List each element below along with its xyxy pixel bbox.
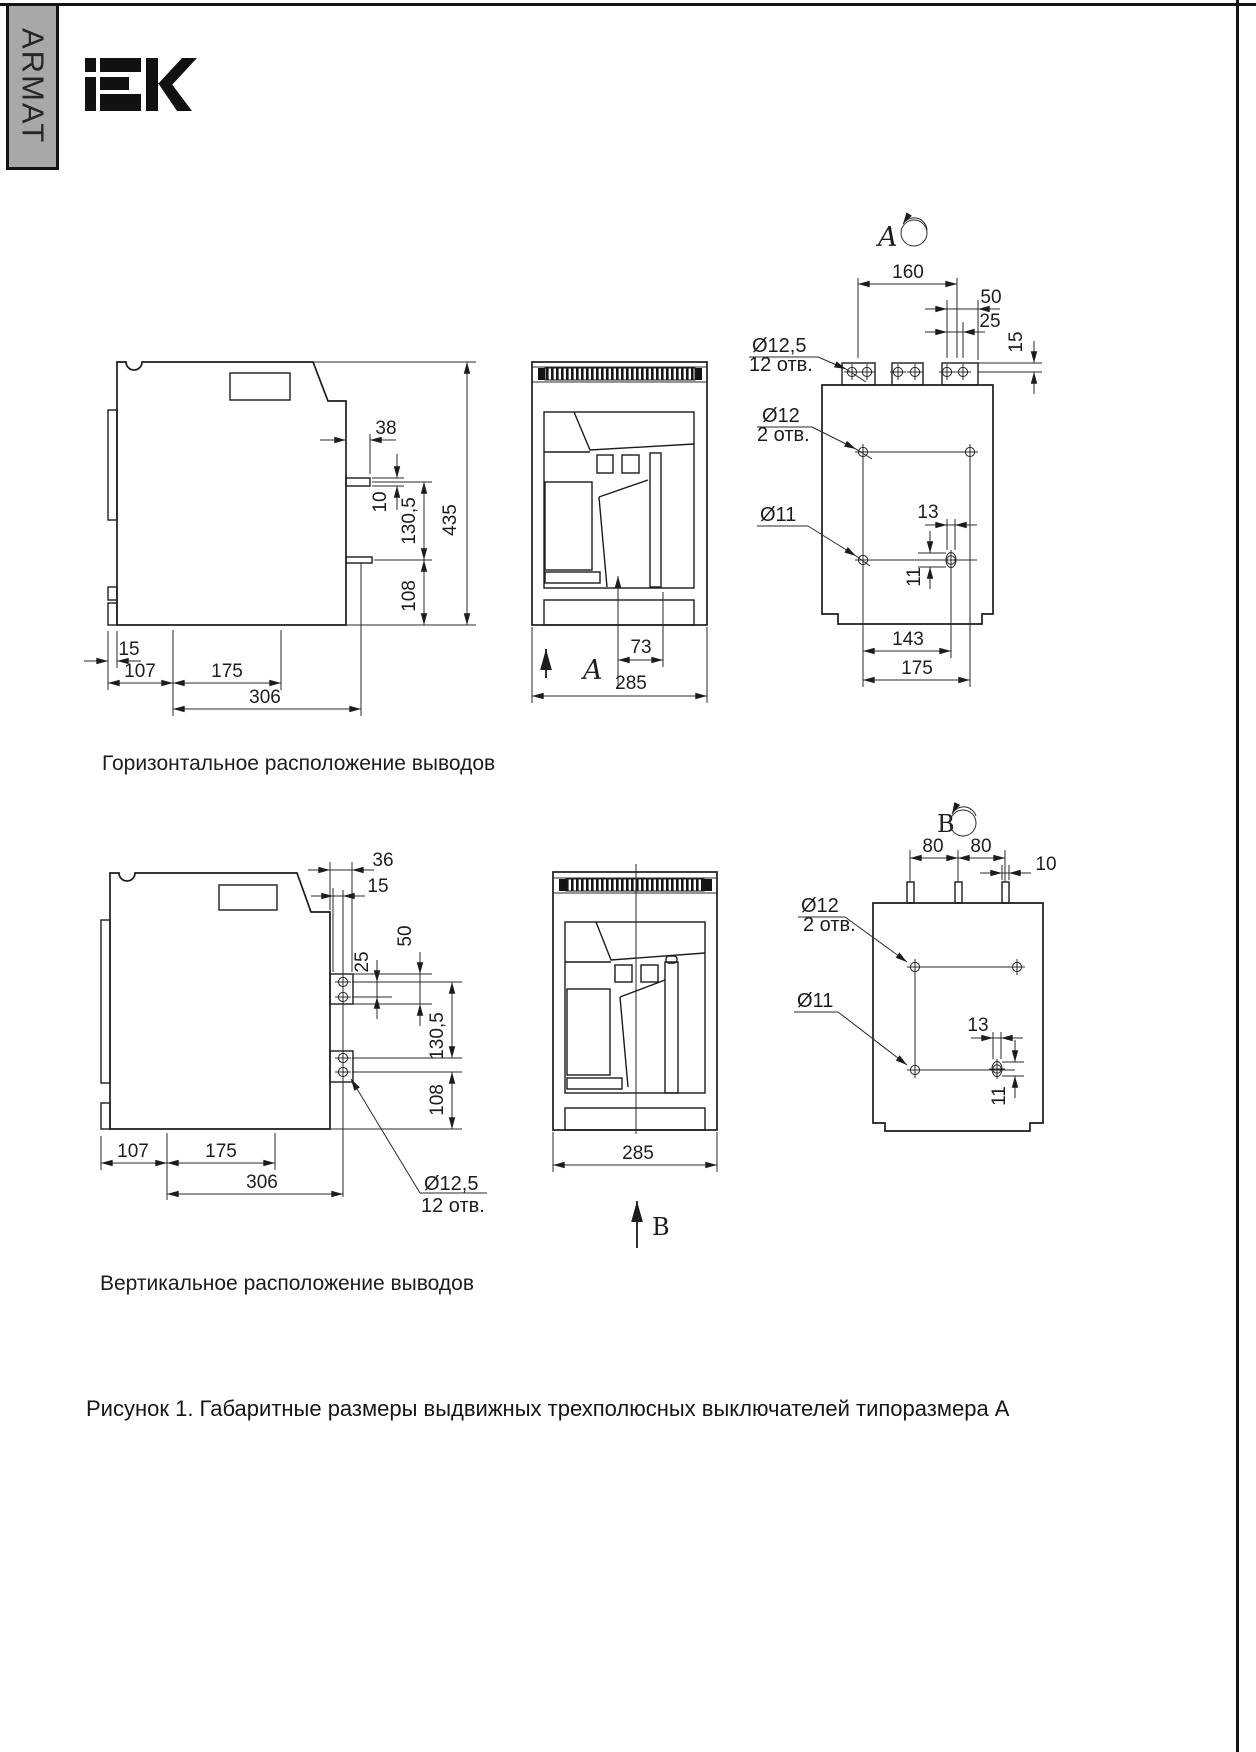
- dim-10-vrear: 10: [1035, 854, 1057, 875]
- brand-tab-label: ARMAT: [15, 28, 51, 145]
- view-horizontal-side: [84, 362, 476, 716]
- dim-15-vert: 15: [1006, 331, 1027, 353]
- dim-143: 143: [892, 629, 924, 650]
- dim-285-vfront: 285: [622, 1143, 654, 1164]
- label-d12-count-vrear: 2 отв.: [803, 914, 856, 936]
- dim-25: 25: [979, 311, 1001, 332]
- dim-73: 73: [630, 637, 652, 658]
- dim-10: 10: [370, 491, 391, 513]
- view-b-label: B: [937, 810, 955, 838]
- label-d12: Ø12: [762, 405, 800, 427]
- dim-15: 15: [118, 639, 140, 660]
- label-d12-vrear: Ø12: [801, 895, 839, 917]
- view-vertical-rear: [794, 807, 1057, 1131]
- section2-caption: Вертикальное расположение выводов: [100, 1272, 474, 1295]
- dim-107-vside: 107: [117, 1141, 149, 1162]
- figure-caption: Рисунок 1. Габаритные размеры выдвижных трехполюсных выключателей типоразмера А: [86, 1396, 1010, 1421]
- label-d12-5-count-vside: 12 отв.: [421, 1195, 485, 1217]
- view-letter-a: A: [583, 655, 603, 686]
- dim-13: 13: [917, 502, 939, 523]
- dim-11: 11: [904, 567, 925, 587]
- label-d12-5-count: 12 отв.: [749, 354, 813, 376]
- dim-108: 108: [399, 580, 420, 612]
- dim-80a: 80: [922, 836, 944, 857]
- dim-175-rear: 175: [901, 658, 933, 679]
- dim-11-vrear: 11: [989, 1086, 1010, 1106]
- label-d12-5-vside: Ø12,5: [424, 1173, 479, 1195]
- dim-306-vside: 306: [246, 1172, 278, 1193]
- dim-108-vside: 108: [427, 1084, 448, 1116]
- dim-107: 107: [124, 661, 156, 682]
- dim-306: 306: [249, 687, 281, 708]
- label-d11: Ø11: [760, 504, 797, 526]
- dim-130-5-vside: 130,5: [427, 1012, 448, 1060]
- dim-285: 285: [615, 673, 647, 694]
- dim-50-vside: 50: [395, 925, 416, 947]
- dim-80b: 80: [970, 836, 992, 857]
- view-horizontal-front: [532, 362, 707, 703]
- dim-38: 38: [375, 418, 397, 439]
- view-letter-b: B: [652, 1213, 670, 1241]
- label-d11-vrear: Ø11: [797, 990, 834, 1012]
- dim-160: 160: [892, 262, 924, 283]
- dim-36: 36: [372, 850, 394, 871]
- dim-175-vside: 175: [205, 1141, 237, 1162]
- view-a-label: A: [878, 222, 898, 253]
- dim-15-vside: 15: [367, 876, 389, 897]
- dim-435: 435: [440, 504, 461, 536]
- section1-caption: Горизонтальное расположение выводов: [102, 752, 496, 775]
- view-vertical-side: [101, 850, 487, 1217]
- view-horizontal-rear: [749, 218, 1042, 687]
- view-vertical-front: [553, 864, 717, 1248]
- label-d12-count: 2 отв.: [757, 424, 810, 446]
- dim-50: 50: [980, 287, 1002, 308]
- label-d12-5: Ø12,5: [752, 335, 807, 357]
- dim-175: 175: [211, 661, 243, 682]
- dim-13-vrear: 13: [967, 1015, 989, 1036]
- view-a-circle-icon: [901, 220, 927, 246]
- dim-25-vside: 25: [352, 951, 373, 973]
- dim-130-5: 130,5: [399, 497, 420, 545]
